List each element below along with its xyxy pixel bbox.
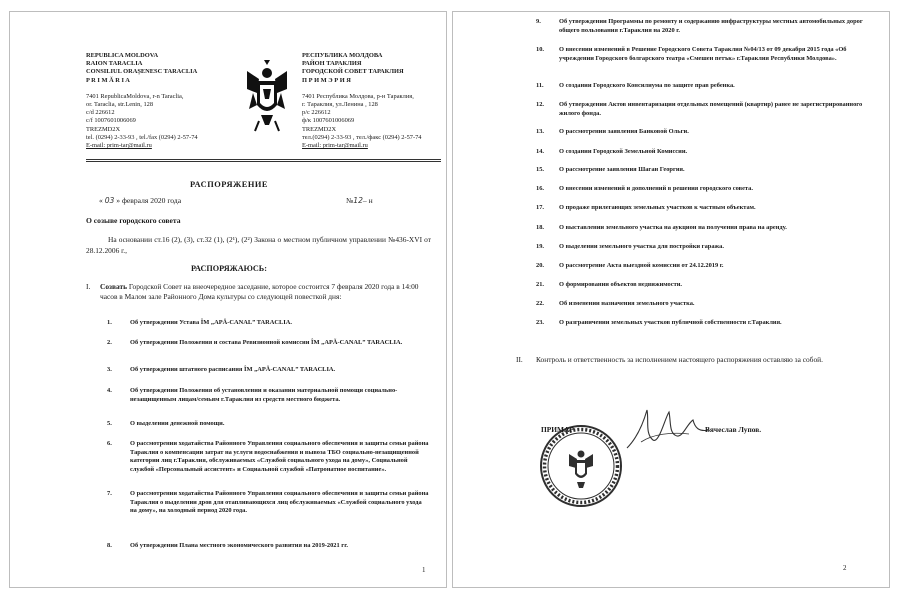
header-line: tel. (0294) 2-33-93 , tel./fax (0294) 2-57-74 bbox=[86, 133, 198, 141]
coat-of-arms-icon bbox=[239, 59, 295, 135]
document-page-1: REPUBLICA MOLDOVA RAION TARACLIA CONSILIUL ORAȘENESC TARACLIA P R I M Ă R I A 7401 RepublicaMoldova, r-n Taraclia, or. Taraclia, str.Lenin, 128 c/d 226612 c/f 1007601006069 TREZMD2X tel. (0294) 2-33-93 , tel./fax (0294) 2-57-74 E-mail: prim-tar@mail.ru РЕСПУБЛИКА МОЛДОВА РАЙОН ТАРАКЛИЯ ГОРОДСКОЙ СОВЕТ ТАРАКЛИЯ П Р И М Э Р И Я 7401 Республика Молдова, р-н Тараклия, г. Тараклия, ул.Ленина , 128 р/с 226612 ф/к 1007601006069 TREZMD2X тел.(0294) 2-33-93 , тел./факс (0294) 2-57-74 E-mail: prim-tar@mail.ru РАСПОРЯЖЕНИЕ « 03 » февраля 2020 года №12– н О созыве городского совета На основании ст.16 (2), (3), ст.32 (1), (2¹), (2²) Закона о местном публичном управлении №436-XVI от 28.12.2006 г., РАСПОРЯЖАЮСЬ: I. Созвать Городской Совет на внеочередное заседание, которое состоится 7 февраля 2020 года в 14:00 часов в Малом зале Районного Дома культуры со следующей повесткой дня: 1. Об утверждении Устава ÎM „APĂ-CANAL” TARACLIA. 2. Об утверждении Положения и состава Ревизионной комиссии ÎM „APĂ-CANAL” TARACLIA. 3. Об утверждении штатного расписания ÎM „APĂ-CANAL” TARACLIA. 4. Об утверждении Положения об установлении и оказании материальной помощи социально-незащищенным лицам/семьям г.Тараклия из средств местного бюджета. 5. О выделении денежной помощи. 6. О рассмотрении ходатайства Районного Управления социального обеспечения и защиты семьи района Тараклия о компенсации затрат на услуги водоснабжения и вывоза ТБО социально-незащищенной категории лиц г.Тараклия, обслуживаемых «Службой социального ухода на дому», Социальной службой «Персональный ассистент» и Социальной службой «Патронатное воспитание». 7. О рассмотрении ходатайства Районного Управления социального обеспечения и защиты семьи района Тараклия о выделении дров для отапливающихся лиц обслуживаемых «Службой социального ухода на дому», на холодный период 2020 года. 8. Об утверждении Плана местного экономического развития на 2019-2021 гг. 1 bbox=[9, 11, 447, 588]
document-page-2: 9. Об утверждении Программы по ремонту и содержанию инфраструктуры местных автомобильных дорог общего пользования г.Тараклия на 2020 г. 10. О внесении изменений в Решение Городского Совета Тараклия №04/13 от 09 декабря 2015 года «Об учреждении Городского болгарского театра «Смешен петък» г.Тараклия Республики Молдова». 11. О создании Городского Консилиума по защите прав ребенка. 12. Об утверждении Актов инвентаризации отдельных помещений (квартир) ранее не зарегистрированного жилого фонда. 13. О рассмотрении заявления Банковой Ольги. 14. О создании Городской Земельной Комиссии. 15. О рассмотрение заявления Шаган Георгия. 16. О внесении изменений и дополнений в решения городского совета. 17. О продаже прилегающих земельных участков к частным объектам. 18. О выставлении земельного участка на аукцион на получения права на аренду. 19. О выделении земельного участка для постройки гаража. 20. О рассмотрение Акта выездной комиссии от 24.12.2019 г. 21. О формировании объектов недвижимости. 22. Об изменении назначения земельного участка. 23. О разграничении земельных участков публичной собственности г.Тараклия. II. Контроль и ответственность за исполнением настоящего распоряжения оставляю за собой. ПРИМАР Вячеслав Лупов. 2 bbox=[452, 11, 890, 588]
header-divider bbox=[86, 161, 441, 162]
header-line: 7401 Республика Молдова, р-н Тараклия, bbox=[302, 92, 414, 100]
header-line: РАЙОН ТАРАКЛИЯ bbox=[302, 60, 362, 68]
signatory-name: Вячеслав Лупов. bbox=[705, 425, 762, 434]
document-subject: О созыве городского совета bbox=[86, 216, 181, 225]
header-line: ГОРОДСКОЙ СОВЕТ ТАРАКЛИЯ bbox=[302, 68, 404, 76]
header-line: REPUBLICA MOLDOVA bbox=[86, 52, 159, 59]
legal-basis: На основании ст.16 (2), (3), ст.32 (1), (2¹), (2²) Закона о местном публичном управлении №436-XVI от 28.12.2006 г., bbox=[86, 235, 431, 255]
page-number: 1 bbox=[422, 566, 426, 574]
handwritten-signature-icon bbox=[623, 404, 713, 454]
header-line: П Р И М Э Р И Я bbox=[302, 76, 351, 84]
header-line: P R I M Ă R I A bbox=[86, 76, 130, 84]
official-seal-icon bbox=[539, 424, 623, 508]
header-russian bbox=[302, 52, 447, 150]
section-text: Контроль и ответственность за исполнением настоящего распоряжения оставляю за собой. bbox=[536, 355, 823, 364]
document-number: №12– н bbox=[346, 196, 373, 205]
header-divider bbox=[86, 159, 441, 160]
document-date: « 03 » февраля 2020 года bbox=[99, 196, 182, 205]
section-text: Созвать Городской Совет на внеочередное заседание, которое состоится 7 февраля 2020 года в 14:00 часов в Малом зале Районного Дома культуры со следующей повесткой дня: bbox=[100, 282, 419, 301]
handwritten-number: 12 bbox=[353, 196, 363, 205]
header-line: TREZMD2X bbox=[86, 125, 121, 133]
header-line: РЕСПУБЛИКА МОЛДОВА bbox=[302, 52, 383, 59]
email-link[interactable]: E-mail: prim-tar@mail.ru bbox=[302, 142, 368, 150]
header-line: TREZMD2X bbox=[302, 125, 337, 133]
document-title: РАСПОРЯЖЕНИЕ bbox=[190, 180, 268, 189]
header-line: or. Taraclia, str.Lenin, 128 bbox=[86, 101, 154, 109]
header-line: р/с 226612 bbox=[302, 109, 331, 117]
header-line: c/d 226612 bbox=[86, 109, 115, 117]
header-line: ф/к 1007601006069 bbox=[302, 117, 355, 125]
header-line: CONSILIUL ORAȘENESC TARACLIA bbox=[86, 68, 198, 76]
handwritten-day: 03 bbox=[104, 196, 115, 205]
header-line: 7401 RepublicaMoldova, r-n Taraclia, bbox=[86, 92, 184, 100]
header-romanian bbox=[86, 52, 236, 150]
header-line: тел.(0294) 2-33-93 , тел./факс (0294) 2-57-74 bbox=[302, 133, 422, 141]
section-number: II. bbox=[516, 355, 523, 364]
header-line: RAION TARACLIA bbox=[86, 60, 143, 68]
signatory-title: ПРИМАР bbox=[541, 425, 574, 434]
header-line: c/f 1007601006069 bbox=[86, 117, 136, 125]
page-number: 2 bbox=[843, 564, 847, 572]
dispose-heading: РАСПОРЯЖАЮСЬ: bbox=[191, 264, 267, 273]
section-number: I. bbox=[86, 282, 91, 291]
header-line: г. Тараклия, ул.Ленина , 128 bbox=[302, 101, 378, 109]
email-link[interactable]: E-mail: prim-tar@mail.ru bbox=[86, 142, 152, 150]
